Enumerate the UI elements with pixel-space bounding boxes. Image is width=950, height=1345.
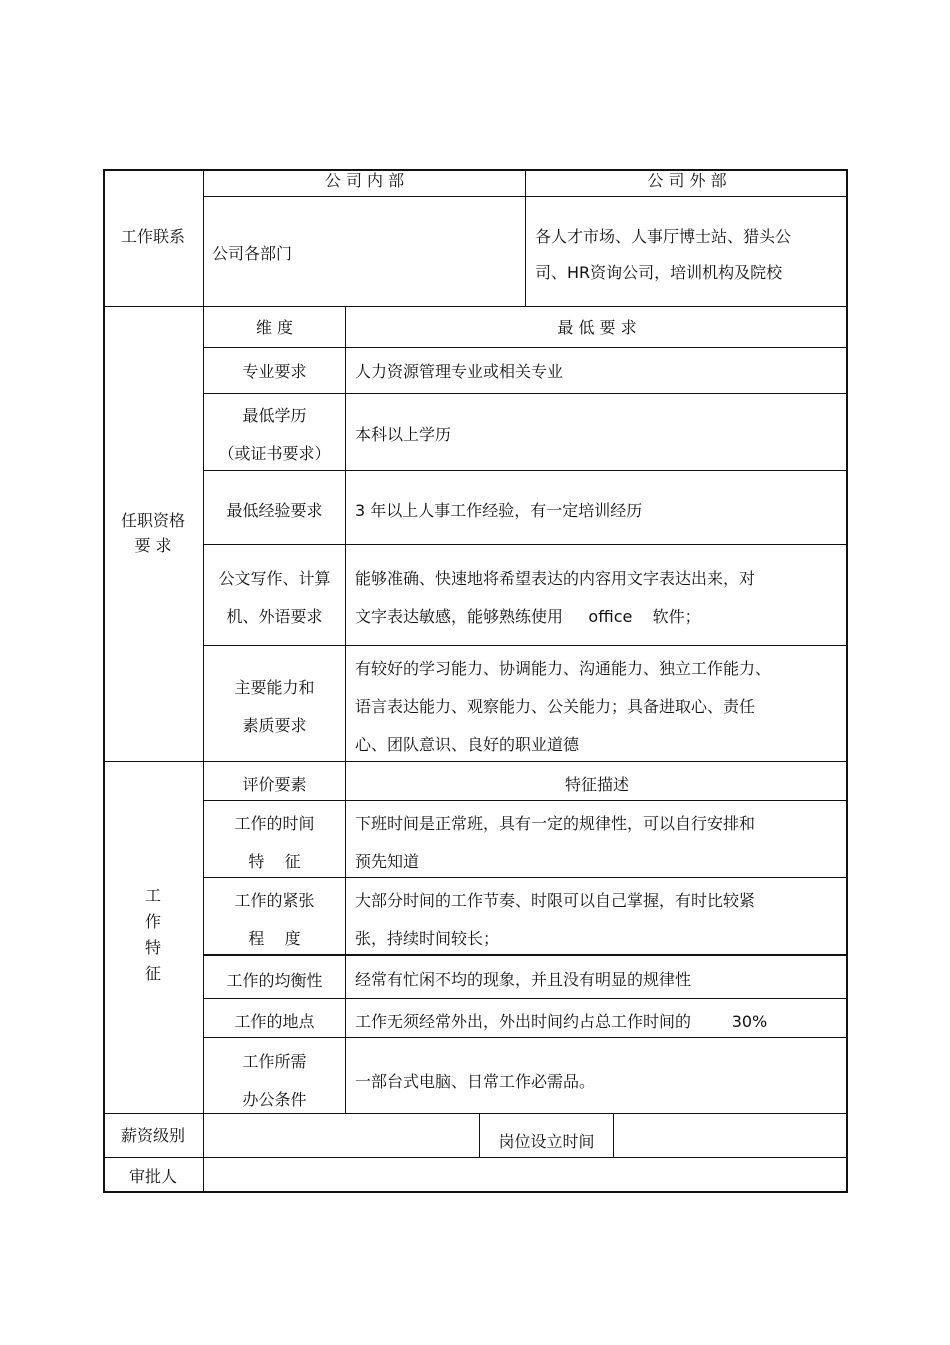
row-value: 大部分时间的工作节奏、时限可以自己掌握，有时比较紧 (355, 891, 756, 910)
divider (204, 954, 848, 956)
row-name: 工作的时间 (234, 814, 315, 833)
row-name: 办公条件 (242, 1090, 307, 1109)
row-name: 素质要求 (242, 716, 307, 735)
row-name: 公文写作、计算 (218, 569, 331, 588)
row-name: 工作的均衡性 (226, 971, 323, 990)
description-header: 特征描述 (564, 775, 629, 794)
row-value: 3 年以上人事工作经验，有一定培训经历 (355, 501, 643, 520)
divider (204, 347, 848, 348)
divider (103, 761, 848, 762)
external-value-line: 各人才市场、人事厅博士站、猎头公 (535, 227, 792, 246)
row-value: 经常有忙闲不均的现象，并且没有明显的规律性 (355, 970, 692, 989)
external-header: 公 司 外 部 (647, 171, 727, 190)
divider (103, 306, 848, 307)
row-value: 本科以上学历 (355, 425, 452, 444)
divider (204, 998, 848, 999)
row-name: 程 度 (248, 929, 301, 948)
divider (204, 393, 848, 394)
row-name: 机、外语要求 (226, 607, 323, 626)
features-label-char: 征 (144, 964, 161, 983)
divider (204, 877, 848, 878)
row-value: 文字表达敏感，能够熟练使用 office 软件； (355, 607, 701, 626)
divider (204, 196, 848, 197)
row-name: （或证书要求） (218, 444, 331, 463)
row-name: 最低经验要求 (226, 501, 323, 520)
features-label-char: 工 (144, 886, 161, 905)
internal-header: 公 司 内 部 (324, 171, 405, 190)
row-name: 特 征 (248, 852, 301, 871)
row-name: 工作的地点 (234, 1012, 315, 1031)
row-value: 人力资源管理专业或相关专业 (355, 362, 564, 381)
divider (345, 306, 346, 1113)
post-time-label: 岗位设立时间 (498, 1132, 595, 1151)
contact-label: 工作联系 (120, 227, 185, 246)
factor-header: 评价要素 (242, 775, 307, 794)
row-name: 专业要求 (242, 362, 307, 381)
qualifications-label: 要 求 (134, 536, 172, 555)
row-value: 工作无须经常外出，外出时间约占总工作时间的 30% (355, 1012, 768, 1031)
internal-value: 公司各部门 (212, 244, 293, 263)
approver-label: 审批人 (128, 1167, 177, 1186)
divider (204, 470, 848, 471)
divider (204, 645, 848, 646)
external-value-line: 司、HR资询公司，培训机构及院校 (535, 263, 783, 282)
row-name: 工作所需 (242, 1052, 307, 1071)
divider (103, 1113, 848, 1114)
row-value: 张，持续时间较长； (355, 929, 500, 948)
row-value: 能够准确、快速地将希望表达的内容用文字表达出来，对 (355, 569, 756, 588)
divider (204, 1037, 848, 1038)
divider (204, 800, 848, 801)
requirement-header: 最 低 要 求 (557, 318, 637, 337)
row-name: 最低学历 (242, 406, 307, 425)
row-name: 主要能力和 (234, 678, 315, 697)
row-value: 语言表达能力、观察能力、公关能力；具备进取心、责任 (355, 697, 756, 716)
row-value: 一部台式电脑、日常工作必需品。 (355, 1072, 596, 1091)
row-value: 有较好的学习能力、协调能力、沟通能力、独立工作能力、 (355, 659, 772, 678)
row-value: 心、团队意识、良好的职业道德 (355, 735, 580, 754)
salary-label: 薪资级别 (120, 1126, 185, 1145)
qualifications-label: 任职资格 (120, 511, 185, 530)
divider (103, 1157, 848, 1158)
row-name: 工作的紧张 (234, 891, 315, 910)
divider (204, 544, 848, 545)
features-label-char: 作 (144, 912, 161, 931)
dimension-header: 维 度 (255, 318, 294, 337)
row-value: 预先知道 (355, 852, 420, 871)
divider (613, 1113, 614, 1157)
row-value: 下班时间是正常班，具有一定的规律性，可以自行安排和 (355, 814, 756, 833)
features-label-char: 特 (144, 938, 161, 957)
